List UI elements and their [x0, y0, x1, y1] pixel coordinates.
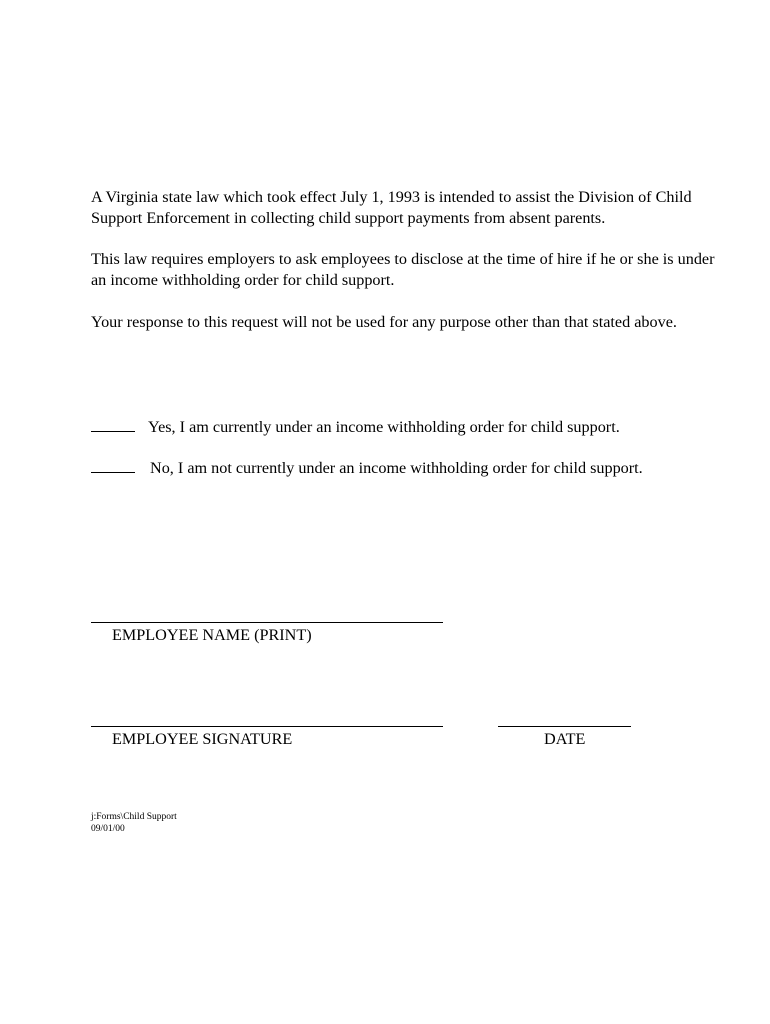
option-no[interactable] — [91, 458, 643, 478]
no-check-blank[interactable] — [91, 460, 135, 473]
employee-signature-label: EMPLOYEE SIGNATURE — [112, 730, 293, 748]
date-label: DATE — [544, 730, 586, 748]
footer-date: 09/01/00 — [91, 824, 125, 834]
privacy-paragraph: Your response to this request will not be used for any purpose other than that stated above. — [91, 313, 677, 331]
footer-file-path: j:Forms\Child Support — [91, 812, 177, 822]
option-yes-label: Yes, I am currently under an income withholding order for child support. — [148, 418, 620, 436]
option-no-label: No, I am not currently under an income withholding order for child support. — [150, 459, 643, 477]
option-yes[interactable] — [91, 417, 620, 437]
employee-signature-field[interactable] — [91, 726, 443, 727]
intro-paragraph: A Virginia state law which took effect July 1, 1993 is intended to assist the Division of Child Support Enforcement in collecting child support payments from absent parents. — [91, 188, 692, 227]
date-field[interactable] — [498, 726, 631, 727]
employee-name-label: EMPLOYEE NAME (PRINT) — [112, 626, 312, 644]
yes-check-blank[interactable] — [91, 419, 135, 432]
requirement-paragraph: This law requires employers to ask employees to disclose at the time of hire if he or she is under an income withholding order for child support. — [91, 250, 715, 289]
employee-name-field[interactable] — [91, 622, 443, 623]
